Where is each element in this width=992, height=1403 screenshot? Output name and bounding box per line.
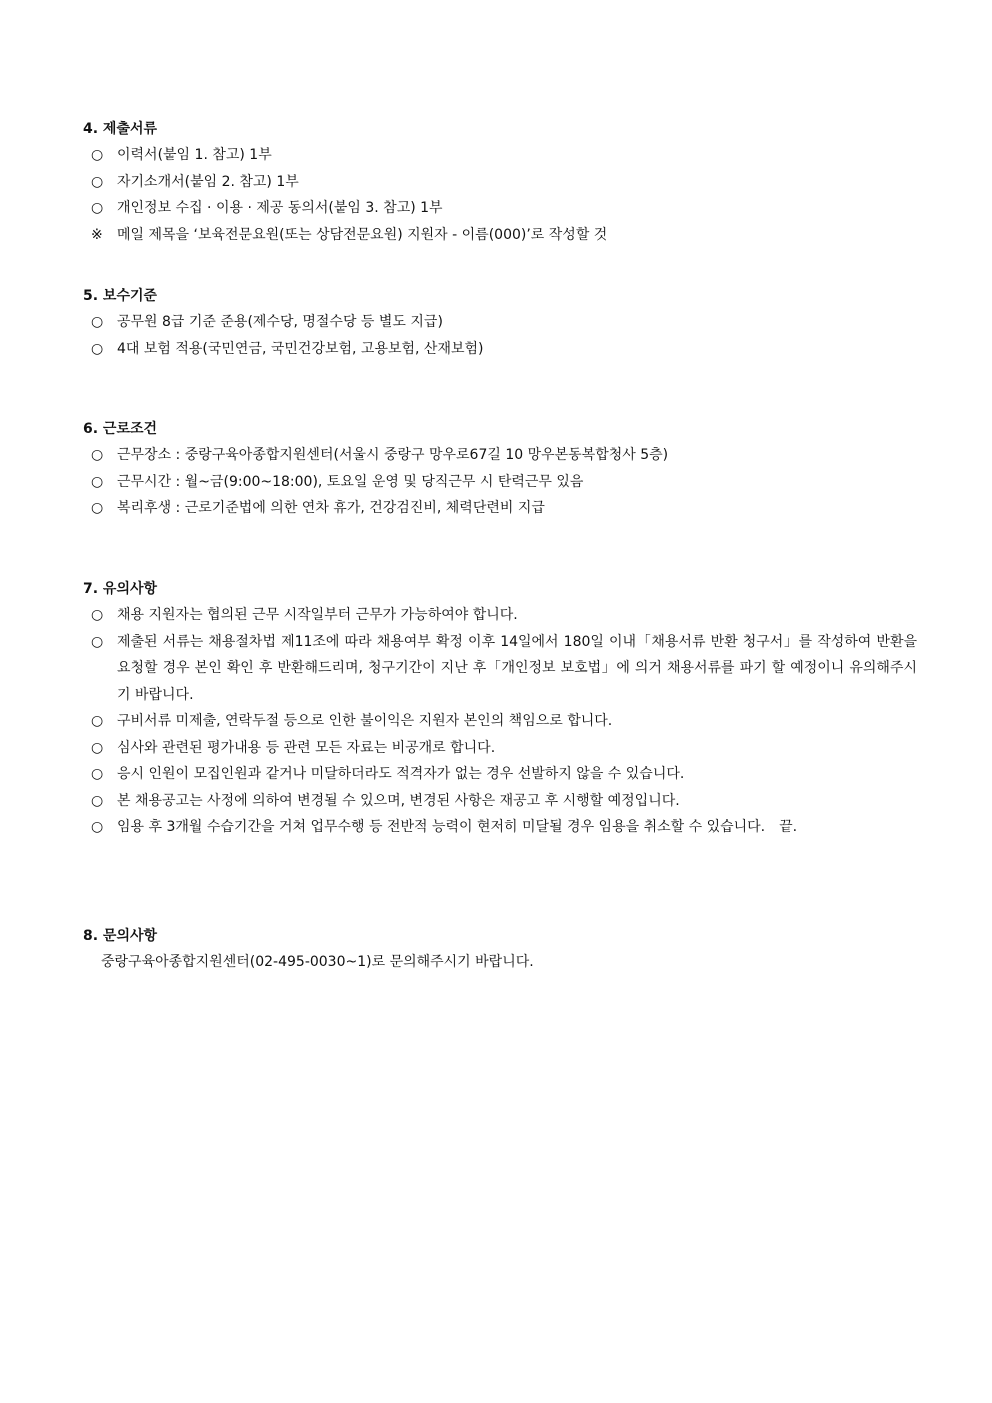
note-item bbox=[83, 222, 923, 249]
list-item-text: 제출된 서류는 채용절차법 제11조에 따라 채용여부 확정 이후 14일에서 180일 이내「채용서류 반환 청구서」를 작성하여 반환을 요청할 경우 본인 확인 후 반환해드리며, 청구기간이 지난 후「개인정보 보호법」에 의거 채용서류를 파기 할 예정이니 유의해주시기 바랍니다. bbox=[117, 633, 917, 703]
list-item-text: 본 채용공고는 사정에 의하여 변경될 수 있으며, 변경된 사항은 재공고 후 시행할 예정입니다. bbox=[117, 792, 680, 809]
list-item bbox=[83, 761, 923, 788]
section-heading: 6. 근로조건 bbox=[83, 421, 158, 437]
list-item bbox=[83, 309, 923, 336]
section-inquiries bbox=[83, 926, 923, 976]
list-item-text: 근무장소 : 중랑구육아종합지원센터(서울시 중랑구 망우로67길 10 망우본동복합청사 5층) bbox=[117, 447, 669, 463]
section-heading: 8. 문의사항 bbox=[83, 928, 158, 944]
list-item bbox=[83, 629, 917, 709]
list-item-text: 이력서(붙임 1. 참고) 1부 bbox=[117, 147, 272, 163]
list-item-text: 복리후생 : 근로기준법에 의한 연차 휴가, 건강검진비, 체력단련비 지급 bbox=[117, 500, 545, 516]
list-item bbox=[83, 169, 923, 196]
list-item-text: 채용 지원자는 협의된 근무 시작일부터 근무가 가능하여야 합니다. bbox=[117, 607, 518, 623]
circle-bullet-icon: ○ bbox=[91, 713, 104, 729]
reference-mark-icon: ※ bbox=[91, 226, 103, 243]
list-item bbox=[83, 469, 923, 496]
circle-bullet-icon: ○ bbox=[91, 766, 104, 782]
circle-bullet-icon: ○ bbox=[91, 792, 104, 809]
circle-bullet-icon: ○ bbox=[91, 819, 104, 835]
list-item-text: 4대 보험 적용(국민연금, 국민건강보험, 고용보험, 산재보험) bbox=[117, 340, 484, 357]
section-submission-documents bbox=[83, 119, 923, 248]
circle-bullet-icon: ○ bbox=[91, 447, 104, 463]
circle-bullet-icon: ○ bbox=[91, 314, 104, 330]
list-item-text: 심사와 관련된 평가내용 등 관련 모든 자료는 비공개로 합니다. bbox=[117, 739, 496, 756]
inquiry-text: 중랑구육아종합지원센터(02-495-0030~1)로 문의해주시기 바랍니다. bbox=[101, 954, 534, 970]
list-item bbox=[83, 142, 923, 169]
list-item bbox=[83, 708, 923, 735]
section-salary-standard bbox=[83, 286, 923, 362]
list-item bbox=[83, 735, 923, 762]
list-item-text: 응시 인원이 모집인원과 같거나 미달하더라도 적격자가 없는 경우 선발하지 않을 수 있습니다. bbox=[117, 766, 685, 782]
section-heading: 4. 제출서류 bbox=[83, 121, 158, 137]
note-text: 메일 제목을 ‘보육전문요원(또는 상담전문요원) 지원자 - 이름(000)’로 작성할 것 bbox=[117, 226, 608, 243]
list-item bbox=[83, 495, 923, 522]
list-item bbox=[83, 336, 923, 363]
circle-bullet-icon: ○ bbox=[91, 473, 104, 490]
circle-bullet-icon: ○ bbox=[91, 200, 104, 216]
list-item-text: 자기소개서(붙임 2. 참고) 1부 bbox=[117, 173, 299, 190]
circle-bullet-icon: ○ bbox=[91, 500, 104, 516]
section-precautions bbox=[83, 579, 923, 841]
list-item bbox=[83, 788, 923, 815]
list-item-text: 구비서류 미제출, 연락두절 등으로 인한 불이익은 지원자 본인의 책임으로 합니다. bbox=[117, 713, 613, 729]
circle-bullet-icon: ○ bbox=[91, 173, 104, 190]
list-item-text: 근무시간 : 월~금(9:00~18:00), 토요일 운영 및 당직근무 시 탄력근무 있음 bbox=[117, 473, 584, 490]
list-item-text: 공무원 8급 기준 준용(제수당, 명절수당 등 별도 지급) bbox=[117, 314, 443, 330]
list-item bbox=[83, 814, 917, 841]
list-item-text: 임용 후 3개월 수습기간을 거쳐 업무수행 등 전반적 능력이 현저히 미달될 경우 임용을 취소할 수 있습니다. bbox=[117, 819, 766, 835]
section-working-conditions bbox=[83, 419, 923, 522]
circle-bullet-icon: ○ bbox=[91, 607, 104, 623]
list-item bbox=[83, 602, 923, 629]
circle-bullet-icon: ○ bbox=[91, 633, 104, 650]
list-item bbox=[83, 442, 923, 469]
section-heading: 7. 유의사항 bbox=[83, 581, 158, 597]
end-mark: 끝. bbox=[779, 819, 798, 835]
circle-bullet-icon: ○ bbox=[91, 340, 104, 357]
section-heading: 5. 보수기준 bbox=[83, 288, 158, 304]
circle-bullet-icon: ○ bbox=[91, 147, 104, 163]
list-item bbox=[83, 195, 923, 222]
circle-bullet-icon: ○ bbox=[91, 739, 104, 756]
list-item-text: 개인정보 수집 · 이용 · 제공 동의서(붙임 3. 참고) 1부 bbox=[117, 200, 443, 216]
